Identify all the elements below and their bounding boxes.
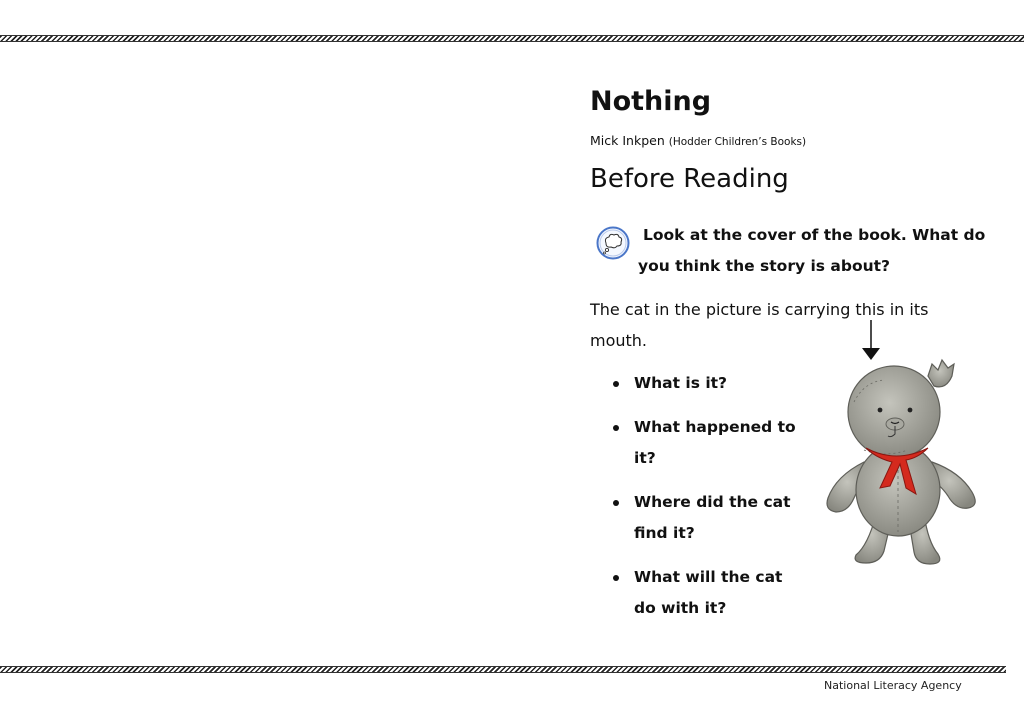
top-divider — [0, 35, 1024, 42]
author-line — [590, 133, 806, 150]
intro-text: The cat in the picture is carrying this in its mouth. — [590, 300, 929, 350]
list-item: What is it? — [612, 368, 817, 399]
thought-bubble-icon — [596, 226, 630, 260]
question-list — [612, 368, 817, 637]
teddy-bear-illustration — [824, 340, 978, 570]
author-name: Mick Inkpen — [590, 133, 665, 148]
list-item: What will the cat do with it? — [612, 562, 794, 624]
footer-organisation: National Literacy Agency — [824, 679, 962, 692]
cover-question: Look at the cover of the book. What do you think the story is about? — [638, 226, 986, 275]
section-heading: Before Reading — [590, 164, 789, 194]
publisher-name: (Hodder Children’s Books) — [668, 136, 807, 148]
bottom-divider — [0, 666, 1006, 673]
list-item: What happened to it? — [612, 412, 817, 474]
book-title: Nothing — [590, 86, 712, 117]
list-item: Where did the cat find it? — [612, 487, 794, 549]
